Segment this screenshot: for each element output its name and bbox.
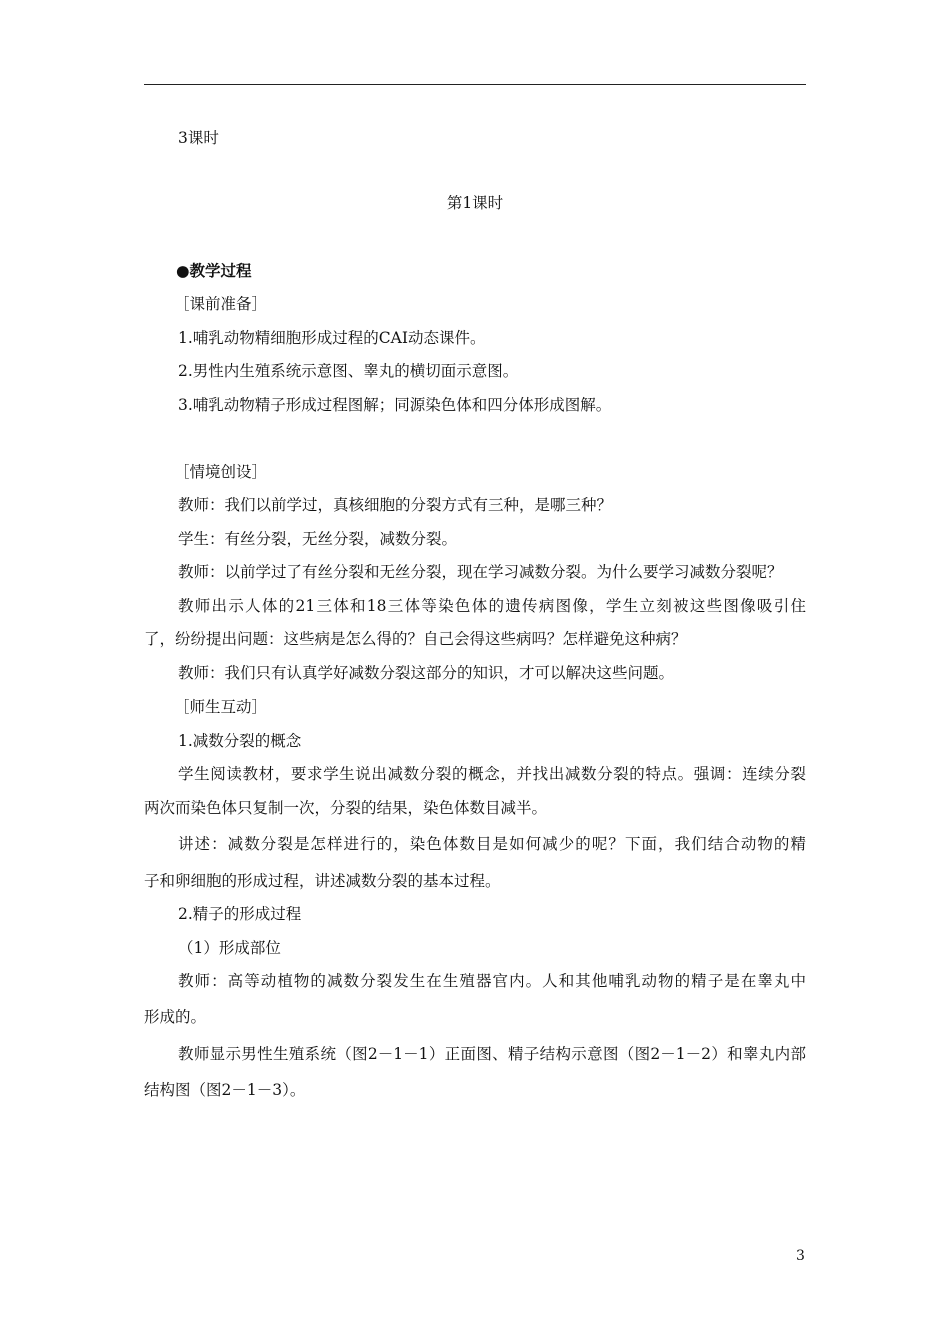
- paragraph-line: 学生：有丝分裂，无丝分裂，减数分裂。: [178, 530, 458, 548]
- paragraph-line: 教师：高等动植物的减数分裂发生在生殖器官内。人和其他哺乳动物的精子是在睾丸中: [178, 972, 806, 990]
- subsection-title: 1.减数分裂的概念: [178, 732, 302, 750]
- section-heading: ●教学过程: [176, 262, 252, 280]
- paragraph-line: 子和卵细胞的形成过程，讲述减数分裂的基本过程。: [144, 872, 501, 890]
- paragraph-line: 教师：我们以前学过，真核细胞的分裂方式有三种，是哪三种？: [178, 496, 613, 514]
- lesson-count: 3课时: [178, 129, 219, 147]
- paragraph-line: 教师：我们只有认真学好减数分裂这部分的知识，才可以解决这些问题。: [178, 664, 675, 682]
- paragraph-line: 讲述：减数分裂是怎样进行的，染色体数目是如何减少的呢？下面，我们结合动物的精: [178, 835, 806, 853]
- page-number: 3: [796, 1248, 805, 1264]
- paragraph-line: 结构图（图2－1－3）。: [144, 1081, 306, 1099]
- subsection-title: （1）形成部位: [178, 939, 281, 957]
- paragraph-line: 学生阅读教材，要求学生说出减数分裂的概念，并找出减数分裂的特点。强调：连续分裂: [178, 765, 806, 783]
- paragraph-line: 了，纷纷提出问题：这些病是怎么得的？自己会得这些病吗？怎样避免这种病？: [144, 630, 687, 648]
- situation-label: ［情境创设］: [174, 463, 268, 481]
- paragraph-line: 教师显示男性生殖系统（图2－1－1）正面图、精子结构示意图（图2－1－2）和睾丸内部: [178, 1045, 806, 1063]
- lesson-title: 第1课时: [446, 194, 504, 212]
- paragraph-line: 形成的。: [144, 1008, 207, 1026]
- prep-item: 2.男性内生殖系统示意图、睾丸的横切面示意图。: [178, 362, 519, 380]
- prep-item: 3.哺乳动物精子形成过程图解；同源染色体和四分体形成图解。: [178, 396, 612, 414]
- prep-label: ［课前准备］: [174, 295, 268, 313]
- paragraph-line: 教师：以前学过了有丝分裂和无丝分裂，现在学习减数分裂。为什么要学习减数分裂呢？: [178, 563, 783, 581]
- paragraph-line: 两次而染色体只复制一次，分裂的结果，染色体数目减半。: [144, 799, 548, 817]
- subsection-title: 2.精子的形成过程: [178, 905, 302, 923]
- prep-item: 1.哺乳动物精细胞形成过程的CAI动态课件。: [178, 329, 486, 347]
- header-rule: [144, 84, 806, 85]
- interaction-label: ［师生互动］: [174, 698, 268, 716]
- paragraph-line: 教师出示人体的21三体和18三体等染色体的遗传病图像，学生立刻被这些图像吸引住: [178, 597, 806, 615]
